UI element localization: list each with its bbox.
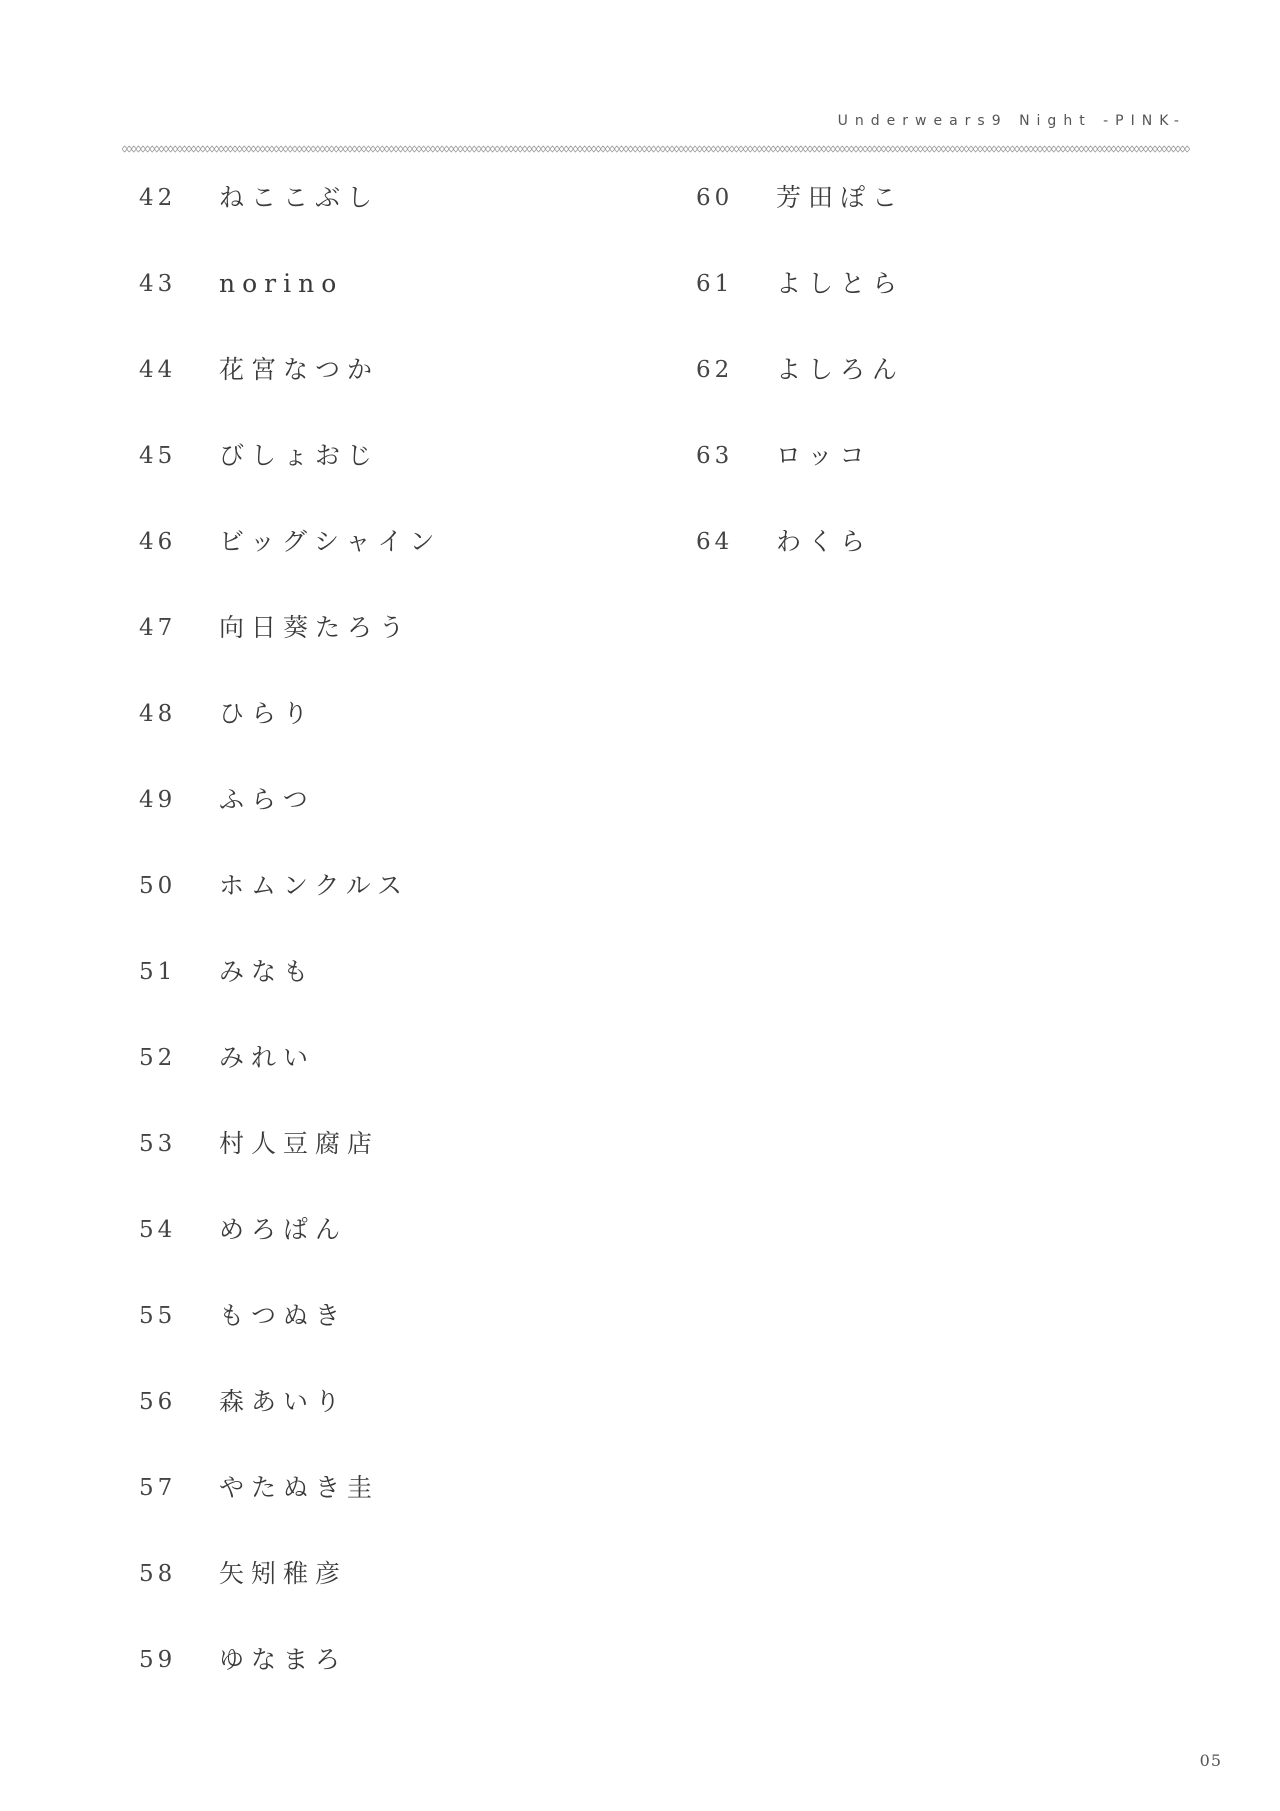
- list-item: [139, 1638, 442, 1724]
- page-number: 05: [1199, 1751, 1222, 1770]
- entry-name: norino: [219, 269, 344, 298]
- list-item: [139, 692, 442, 778]
- entry-name: ねここぶし: [219, 183, 380, 212]
- list-item: [139, 1552, 442, 1638]
- entry-name: みれい: [219, 1043, 316, 1072]
- entry-name: よしろん: [776, 355, 905, 384]
- list-item: [696, 348, 904, 434]
- entry-number: 44: [139, 357, 177, 383]
- entry-number: 60: [696, 185, 734, 211]
- header-title: Underwears9 Night -PINK-: [837, 113, 1186, 129]
- entry-name: よしとら: [776, 269, 905, 298]
- entry-name: 花宮なつか: [219, 355, 380, 384]
- entry-number: 47: [139, 615, 177, 641]
- entry-number: 59: [139, 1647, 177, 1673]
- entry-number: 58: [139, 1561, 177, 1587]
- entry-number: 45: [139, 443, 177, 469]
- entry-name: びしょおじ: [219, 441, 380, 470]
- contributor-list-left: [139, 176, 442, 1724]
- entry-number: 42: [139, 185, 177, 211]
- entry-number: 55: [139, 1303, 177, 1329]
- entry-name: 向日葵たろう: [219, 613, 412, 642]
- list-item: [139, 1294, 442, 1380]
- entry-name: 矢矧稚彦: [219, 1559, 348, 1588]
- list-item: [696, 520, 904, 606]
- entry-name: ホムンクルス: [219, 871, 410, 900]
- entry-name: ロッコ: [776, 441, 872, 470]
- list-item: [139, 1208, 442, 1294]
- entry-number: 50: [139, 873, 177, 899]
- entry-number: 56: [139, 1389, 177, 1415]
- entry-name: みなも: [219, 957, 316, 986]
- contributor-list-right: [696, 176, 904, 606]
- entry-name: 芳田ぽこ: [776, 183, 905, 212]
- entry-name: ふらつ: [219, 785, 315, 814]
- entry-number: 57: [139, 1475, 177, 1501]
- list-item: [696, 434, 904, 520]
- list-item: [139, 864, 442, 950]
- entry-number: 49: [139, 787, 177, 813]
- entry-name: 森あいり: [219, 1387, 348, 1416]
- entry-number: 51: [139, 959, 177, 985]
- entry-name: ビッグシャイン: [219, 527, 442, 556]
- list-item: [139, 1466, 442, 1552]
- entry-name: ゆなまろ: [219, 1645, 348, 1674]
- list-item: [139, 778, 442, 864]
- diamond-divider: [122, 143, 1190, 155]
- list-item: [696, 262, 904, 348]
- entry-name: もつぬき: [219, 1301, 348, 1330]
- list-item: [139, 520, 442, 606]
- entry-number: 53: [139, 1131, 177, 1157]
- entry-name: やたぬき圭: [219, 1473, 380, 1502]
- list-item: [139, 348, 442, 434]
- list-item: [139, 1122, 442, 1208]
- list-item: [139, 1380, 442, 1466]
- list-item: [139, 1036, 442, 1122]
- entry-name: ひらり: [219, 699, 316, 728]
- entry-number: 63: [696, 443, 734, 469]
- list-item: [139, 262, 442, 348]
- entry-number: 62: [696, 357, 734, 383]
- entry-number: 46: [139, 529, 177, 555]
- list-item: [139, 176, 442, 262]
- diamond-chain: [122, 146, 1190, 152]
- entry-number: 52: [139, 1045, 177, 1071]
- entry-number: 61: [696, 271, 734, 297]
- list-item: [139, 950, 442, 1036]
- entry-name: わくら: [776, 527, 873, 556]
- entry-number: 48: [139, 701, 177, 727]
- entry-name: 村人豆腐店: [219, 1129, 380, 1158]
- entry-number: 64: [696, 529, 734, 555]
- list-item: [696, 176, 904, 262]
- list-item: [139, 434, 442, 520]
- entry-number: 54: [139, 1217, 177, 1243]
- list-item: [139, 606, 442, 692]
- entry-name: めろぱん: [219, 1215, 348, 1244]
- entry-number: 43: [139, 271, 177, 297]
